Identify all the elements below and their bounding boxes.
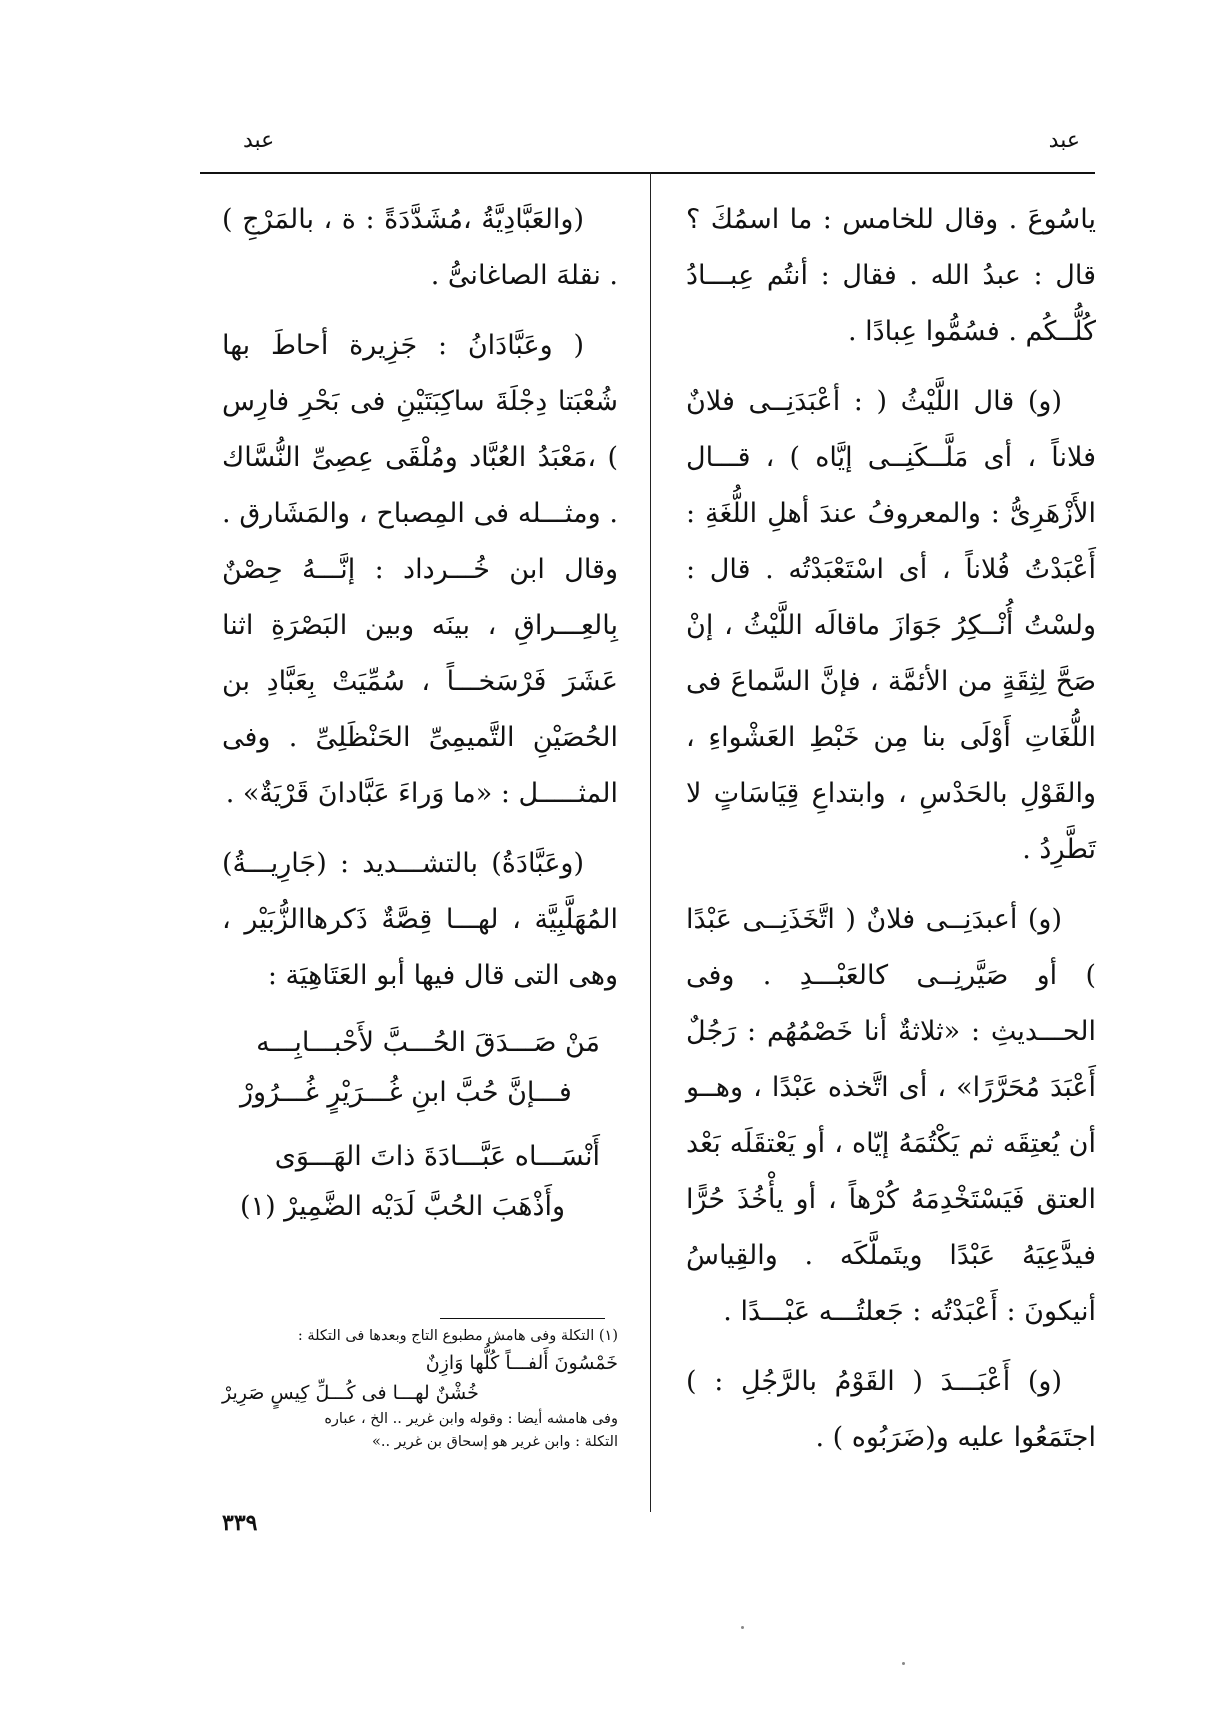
running-header-right: عبد xyxy=(1048,128,1080,153)
poem xyxy=(222,1018,618,1232)
scan-speck xyxy=(902,1662,905,1665)
verse-line: مَنْ صَـــدَقَ الحُـــبَّ لأَحْبـــابِـــه xyxy=(256,1027,600,1058)
verse-line: وأَذْهَبَ الحُبَّ لَدَيْه الضَّمِيرْ (١) xyxy=(240,1191,566,1222)
header-rule xyxy=(200,172,1095,174)
footnote-line: التكلة : وابن غرير هو إسحاق بن غرير ..» xyxy=(371,1434,618,1450)
poem-couplet xyxy=(240,1132,600,1232)
right-column xyxy=(686,192,1096,1480)
paragraph: ( وعَبَّادَانُ : جَزِيرة أحاطَ بها شُعْبَتا دِجْلَةَ ساكِبَتَيْنِ فى بَحْرِ فارِس ) ،مَعْبَدُ العُبَّاد ومُلْقَى عِصِىِّ النُّسَّاك . ومثـــله فى المِصباح ، والمَشَارق . وقال ابن خُـــرداد : إنَّـــهُ حِصْنٌ بِالعِـــراقِ ، بينَه وبين البَصْرَةِ اثنا عَشَرَ فَرْسَخـــاً ، سُمِّيَتْ بِعَبَّادِ بن الحُصَيْنِ التَّميمِىِّ الحَنْظَلِىِّ . وفى المثـــــل : «ما وَراءَ عَبَّادانَ قَرْيَةٌ» . xyxy=(222,330,618,809)
paragraph: (و) أعبدَنِــى فلانٌ ( اتَّخَذَنِــى عَبْدًا ) أو صَيَّرنِــى كالعَبْـــدِ . وفى الحـــديثِ : «ثلاثةٌ أنا خَصْمُهُم : رَجُلٌ أَعْبَدَ مُحَرَّرًا» ، أى اتَّخذه عَبْدًا ، وهــو أن يُعتِقَه ثم يَكْتُمَهُ إيّاه ، أو يَعْتقَلَه بَعْد العتق فَيَسْتَخْدِمَهُ كُرْهاً ، أو يأْخُذَ حُرًّا فيدَّعِيَهُ عَبْدًا ويتَملَّكَه . والقِياسُ أنيكونَ : أَعْبَدْتُه : جَعلتُـــه عَبْـــدًا . xyxy=(686,904,1096,1327)
page-number: ٣٣٩ xyxy=(222,1510,258,1536)
verse-line: أَنْسَـــاه عَبَّـــادَةَ ذاتَ الهَـــوَى xyxy=(274,1141,600,1172)
paragraph: ياسُوعَ . وقال للخامس : ما اسمُكَ ؟ قال : عبدُ الله . فقال : أنتُم عِبـــادُ كُلُّــكُم . فسُمُّوا عِبادًا . xyxy=(686,204,1096,347)
running-header-left: عبد xyxy=(243,128,275,153)
footnote xyxy=(222,1325,618,1454)
paragraph: (و) أَعْبَـــدَ ( القَوْمُ بالرَّجُلِ : ) اجتَمَعُوا عليه و(ضَرَبُوه ) . xyxy=(686,1366,1096,1453)
verse-line: فـــإنَّ حُبَّ ابنِ غُـــرَيْرٍ غُـــرُورْ xyxy=(240,1077,572,1108)
footnote-rule xyxy=(440,1318,605,1319)
left-column xyxy=(222,192,618,1246)
poem-couplet xyxy=(240,1018,600,1118)
footnote-verse-line: خُشْنٌ لهـــا فى كُـــلِّ كِيسٍ صَرِيرْ xyxy=(222,1382,479,1404)
paragraph: (والعَبَّادِيَّةُ ،مُشَدَّدَةً : ة ، بالمَرْجِ ) . نقلهَ الصاغانىُّ . xyxy=(222,204,618,291)
column-divider xyxy=(650,172,651,1512)
footnote-line: (١) التكلة وفى هامش مطبوع التاج وبعدها فى التكلة : xyxy=(297,1328,618,1344)
paragraph: (وعَبَّادَةُ) بالتشـــديد : (جَارِيـــةُ) المُهَلَّبِيَّة ، لهـــا قِصَّةٌ ذَكرهاالزُّبَيْر ، وهى التى قال فيها أبو العَتَاهِيَة : xyxy=(222,848,618,991)
paragraph: (و) قال اللَّيْثُ ( : أعْبَدَنِــى فلانٌ فلاناً ، أى مَلَّــكَنِــى إيَّاه ) ، قـــال الأَزْهَرِىُّ : والمعروفُ عندَ أهلِ اللُّغَةِ : أَعْبَدْتُ فُلاناً ، أى اسْتَعْبَدْتُه . قال : ولسْتُ أُنْــكِرُ جَوَازَ ماقالَه اللَّيْثُ ، إنْ صَحَّ لِثِقَةٍ من الأئمَّة ، فإنَّ السَّماعَ فى اللُّغَاتِ أَوْلَى بنا مِن خَبْطِ العَشْواءِ ، والقَوْلِ بالحَدْسِ ، وابتداعِ قِيَاسَاتٍ لا تَطَّرِدُ . xyxy=(686,386,1096,865)
footnote-verse-line: خَمْسُونَ أَلفـــاً كُلُّها وَازِنٌ xyxy=(425,1352,618,1374)
scan-speck xyxy=(741,1626,744,1629)
footnote-line: وفى هامشه أيضا : وقوله وابن غرير .. الخ ، عباره xyxy=(324,1411,618,1427)
